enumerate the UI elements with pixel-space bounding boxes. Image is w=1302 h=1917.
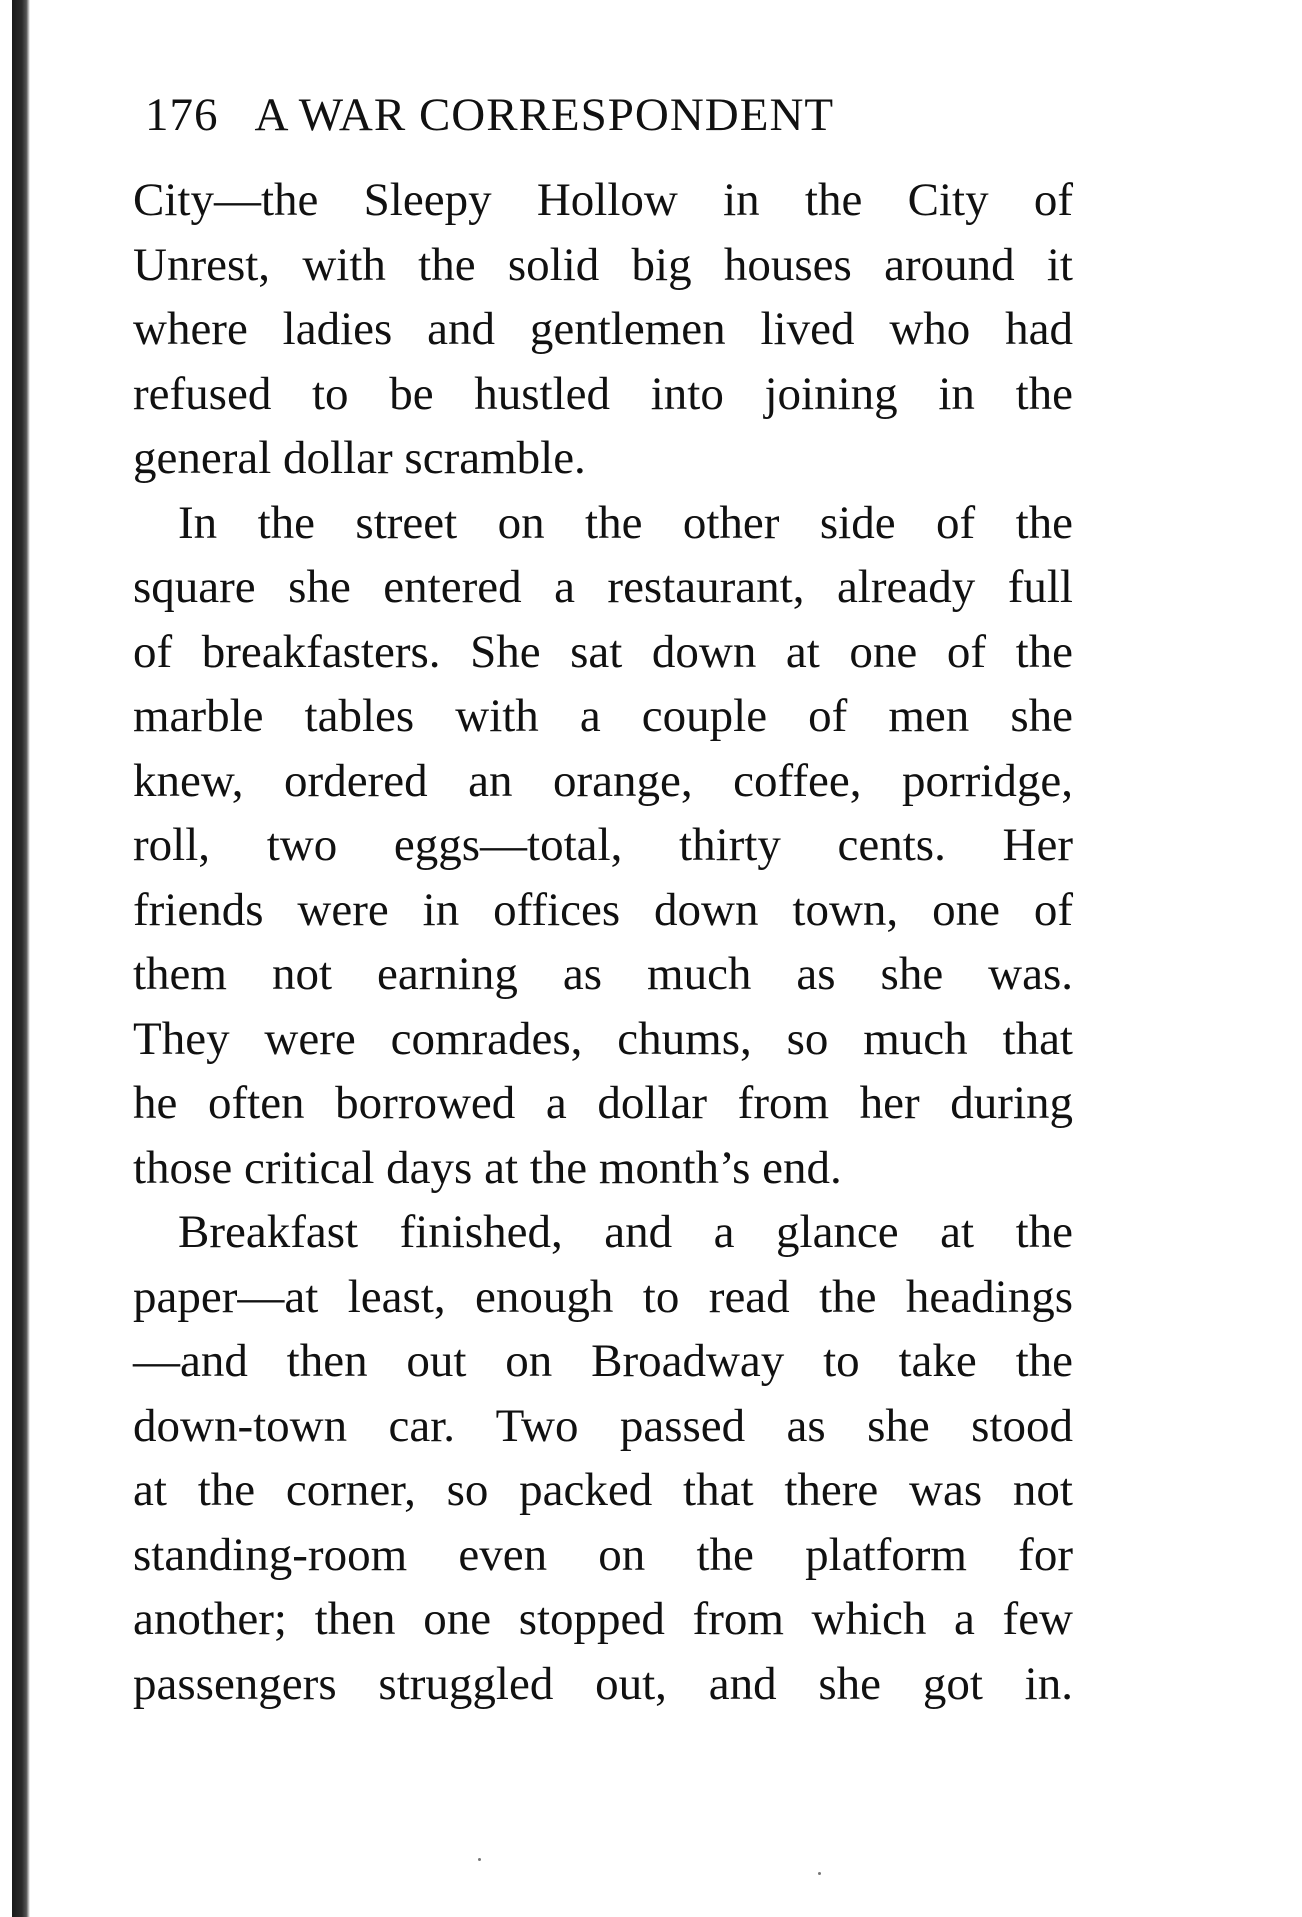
text-line: knew, ordered an orange, coffee, porridge, [133, 754, 1073, 807]
text-line: he often borrowed a dollar from her during [133, 1077, 1073, 1129]
text-line: In the street on the other side of the [178, 496, 1073, 549]
print-speck [818, 1872, 821, 1875]
text-line: passengers struggled out, and she got in. [133, 1657, 1073, 1710]
text-line: roll, two eggs—total, thirty cents. Her [133, 819, 1073, 871]
text-line: those critical days at the month’s end. [133, 1141, 842, 1194]
text-line: friends were in offices down town, one of [133, 883, 1073, 936]
running-header [145, 88, 834, 142]
text-line: refused to be hustled into joining in the [133, 367, 1073, 420]
body-text [133, 168, 1073, 1716]
text-line: another; then one stopped from which a few [133, 1593, 1073, 1645]
binding-edge [12, 0, 30, 1917]
text-line: where ladies and gentlemen lived who had [133, 303, 1073, 355]
text-line: down-town car. Two passed as she stood [133, 1399, 1073, 1452]
text-line: general dollar scramble. [133, 432, 586, 484]
page-number: 176 [145, 89, 219, 141]
text-line: Unrest, with the solid big houses around it [133, 238, 1073, 291]
text-line: at the corner, so packed that there was not [133, 1464, 1073, 1516]
text-line: of breakfasters. She sat down at one of the [133, 625, 1073, 678]
text-line: paper—at least, enough to read the headings [133, 1270, 1073, 1323]
text-line: Breakfast finished, and a glance at the [178, 1206, 1073, 1258]
text-line: City—the Sleepy Hollow in the City of [133, 174, 1073, 226]
text-line: —and then out on Broadway to take the [133, 1335, 1073, 1387]
print-speck [478, 1858, 481, 1861]
text-line: them not earning as much as she was. [133, 948, 1073, 1000]
text-line: square she entered a restaurant, already full [133, 561, 1073, 613]
text-line: They were comrades, chums, so much that [133, 1012, 1073, 1065]
text-line: standing-room even on the platform for [133, 1528, 1073, 1581]
text-line: marble tables with a couple of men she [133, 690, 1073, 742]
running-title: A WAR CORRESPONDENT [254, 89, 835, 141]
